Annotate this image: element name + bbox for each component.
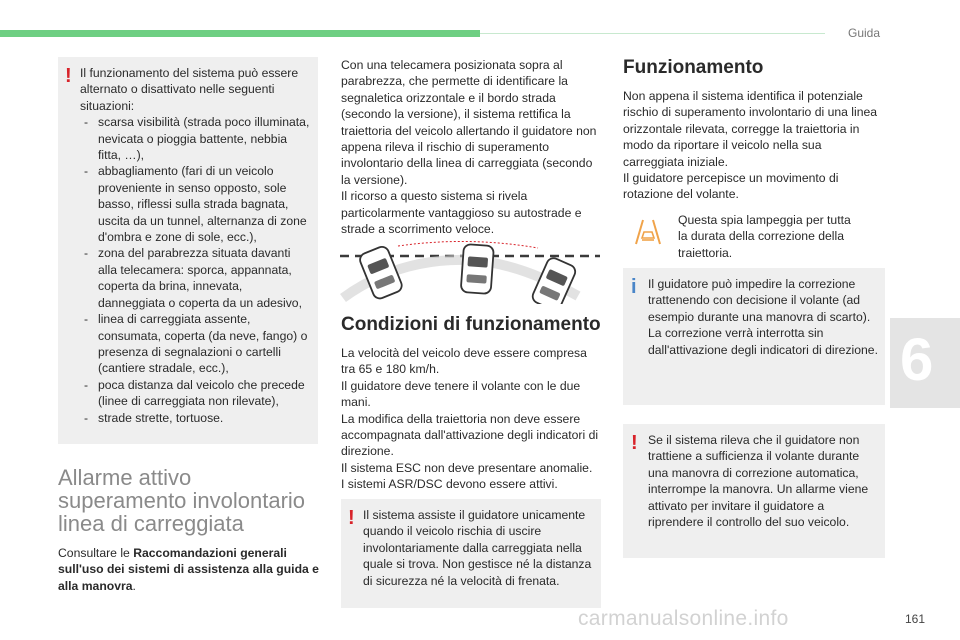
warning-list (80, 114, 312, 426)
lamp-description: Questa spia lampeggia per tutta la durata della correzione della traiettoria. (678, 213, 851, 260)
consult-paragraph (58, 545, 320, 594)
warning-intro: Il funzionamento del sistema può essere alternato o disattivato nelle seguenti situazioni: (80, 66, 299, 113)
chapter-number: 6 (900, 326, 934, 393)
list-item: - strade strette, tortuose. (80, 410, 312, 426)
intro-text (341, 57, 603, 237)
warning-assist-text: Il sistema assiste il guidatore unicamente quando il veicolo rischia di uscire involontariamente dalla carreggiata nella quale si trova. Non gestisce né la distanza di sicurezza né la velocità di frenata. (363, 508, 592, 588)
condition-line: Il guidatore deve tenere il volante con le due mani. (341, 378, 581, 410)
list-item: - poca distanza dal veicolo che precede (linee di carreggiata non rilevate), (80, 377, 312, 410)
condition-line: La modifica della traiettoria non deve essere accompagnata dall'attivazione degli indicatori di direzione. (341, 411, 599, 459)
warning-icon: ! (348, 507, 355, 529)
conditions-text (341, 345, 603, 493)
header-divider (480, 33, 825, 34)
info-box-correction (623, 268, 885, 405)
condition-line: I sistemi ASR/DSC devono essere attivi. (341, 477, 558, 492)
header-accent-bar (0, 30, 480, 37)
watermark: carmanualsonline.info (578, 607, 789, 630)
warning-icon: ! (631, 432, 638, 454)
info-icon: i (631, 276, 637, 298)
page-number: 161 (905, 612, 926, 626)
consult-reference: Raccomandazioni generali sull'uso dei sistemi di assistenza alla guida e alla manovra (58, 546, 319, 593)
condition-line: La velocità del veicolo deve essere compresa tra 65 e 180 km/h. (341, 346, 587, 377)
functioning-paragraph-2: Il guidatore percepisce un movimento di rotazione del volante. (623, 171, 839, 202)
info-text: Il guidatore può impedire la correzione trattenendo con decisione il volante (ad esempio durante una manovra di scarto). La correzione verrà interrotta sin dall'attivazione degli indicatori di direzione. (648, 277, 878, 357)
list-item: - abbagliamento (fari di un veicolo proveniente in senso opposto, sole basso, riflessi sulla strada bagnata, uscita da un tunnel, alternanza di zone d'ombra e zone di sole, ecc.), (80, 163, 312, 245)
intro-paragraph-2: Il ricorso a questo sistema si rivela particolarmente vantaggioso su autostrade e strade a scorrimento veloce. (341, 189, 582, 237)
section-title: Guida (848, 26, 881, 40)
consult-prefix: Consultare le (58, 546, 134, 560)
list-item: - scarsa visibilità (strada poco illuminata, nevicata o pioggia battente, nebbia fitta, …), (80, 114, 312, 163)
alarm-section-title: Allarme attivo superamento involontario linea di carreggiata (58, 465, 306, 536)
lane-correction-illustration (338, 238, 604, 304)
lane-warning-lamp-icon (634, 218, 662, 246)
consult-suffix: . (132, 578, 136, 593)
conditions-title: Condizioni di funzionamento (341, 314, 601, 335)
car-icon (461, 244, 494, 294)
warning-box-assist (341, 499, 601, 608)
functioning-title: Funzionamento (623, 57, 764, 78)
warning-icon: ! (65, 65, 72, 87)
functioning-paragraph: Non appena il sistema identifica il potenziale rischio di superamento involontario di una linea orizzontale rilevata, corregge la traiettoria in modo da riportare il veicolo nella sua carreggiata iniziale. (623, 89, 878, 169)
functioning-text (623, 88, 885, 203)
list-item: - linea di carreggiata assente, consumata, coperta (da neve, fango) o presenza di segnalazioni o cartelli (cantiere stradale, ecc.), (80, 311, 312, 377)
warning-box-driver (623, 424, 885, 558)
list-item: - zona del parabrezza situata davanti alla telecamera: sporca, appannata, coperta da brina, innevata, danneggiata o coperta da un adesivo, (80, 245, 312, 311)
intro-paragraph: Con una telecamera posizionata sopra al parabrezza, che permette di identificare la segnaletica orizzontale e il bordo strada (secondo la versione), il sistema rettifica la traiettoria del veicolo allertando il guidatore non appena rileva il rischio di superamento involontario della linea di carreggiata (secondo la versione). (341, 58, 597, 187)
warning-box-visibility (58, 57, 318, 444)
car-icon (358, 245, 404, 301)
warning-driver-text: Se il sistema rileva che il guidatore non trattiene a sufficienza il volante durante una manovra di correzione automatica, interrompe la manovra. Un allarme viene attivato per invitare il guidatore a riprendere il controllo del suo veicolo. (648, 433, 869, 530)
condition-line: Il sistema ESC non deve presentare anomalie. (341, 460, 593, 475)
